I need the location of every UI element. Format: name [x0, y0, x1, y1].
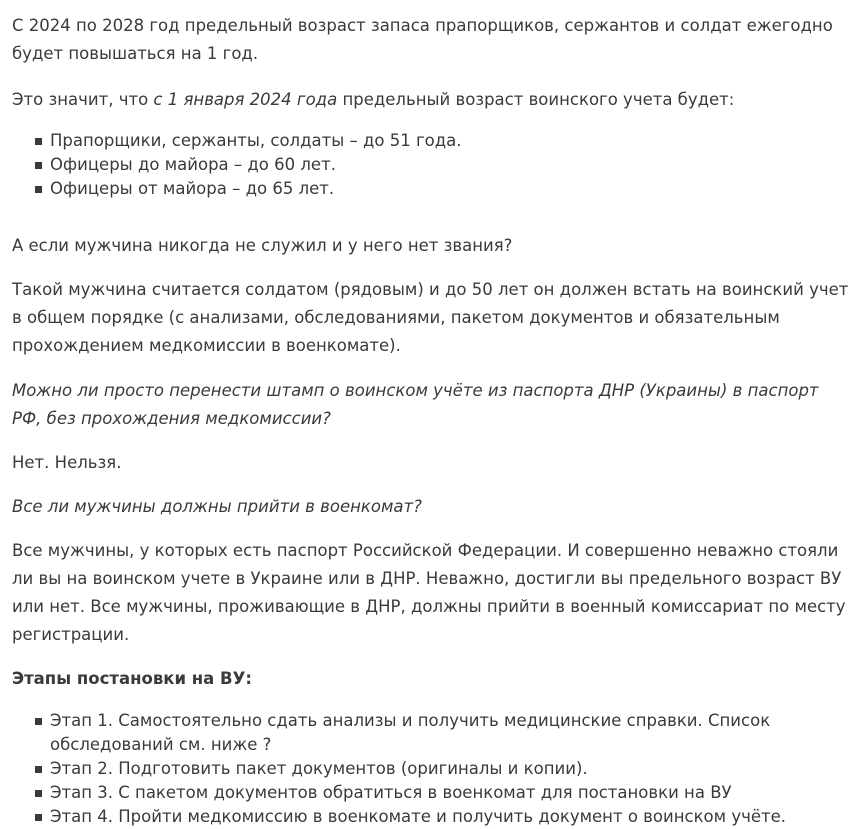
answer-who-must-come: Все мужчины, у которых есть паспорт Российской Федерации. И совершенно неважно стояли ли вы на воинском учете в Украине или в ДНР. Неважно, достигли вы предельного возраст ВУ или нет. Все мужчины, проживающие в ДНР, должны прийти в военный комиссариат по месту регистрации. — [12, 541, 846, 644]
paragraph-age-increase: С 2024 по 2028 год предельный возраст запаса прапорщиков, сержантов и солдат ежегодно будет повышаться на 1 год. — [12, 16, 833, 63]
question-no-service: А если мужчина никогда не служил и у него нет звания? — [12, 236, 513, 255]
question-who-must-come: Все ли мужчины должны прийти в военкомат? — [12, 497, 422, 516]
paragraph-age-limits-intro — [12, 86, 850, 114]
question-stamp-transfer: Можно ли просто перенести штамп о воинском учёте из паспорта ДНР (Украины) в паспорт РФ, без прохождения медкомиссии? — [12, 381, 819, 428]
list-item: Этап 3. С пакетом документов обратиться в военкомат для постановки на ВУ — [12, 781, 822, 805]
list-item: Этап 1. Самостоятельно сдать анализы и получить медицинские справки. Список обследований см. ниже ? — [12, 709, 822, 757]
list-item: Офицеры от майора – до 65 лет. — [12, 177, 822, 201]
list-item: Этап 4. Пройти медкомиссию в военкомате и получить документ о воинском учёте. — [12, 805, 822, 829]
list-item: Офицеры до майора – до 60 лет. — [12, 153, 822, 177]
intro-text-start: Это значит, что — [12, 90, 154, 109]
intro-text-end: предельный возраст воинского учета будет: — [337, 90, 735, 109]
intro-date: с 1 января 2024 года — [153, 90, 338, 109]
list-item: Прапорщики, сержанты, солдаты – до 51 года. — [12, 129, 822, 153]
answer-stamp-transfer: Нет. Нельзя. — [12, 453, 122, 472]
section-heading-stages: Этапы постановки на ВУ: — [12, 669, 252, 688]
stages-list — [12, 709, 822, 829]
list-item: Этап 2. Подготовить пакет документов (оригиналы и копии). — [12, 757, 822, 781]
answer-no-service: Такой мужчина считается солдатом (рядовым) и до 50 лет он должен встать на воинский учет в общем порядке (с анализами, обследованиями, пакетом документов и обязательным прохождением медкомиссии в военкомате). — [12, 280, 849, 355]
age-limits-list — [12, 129, 822, 201]
